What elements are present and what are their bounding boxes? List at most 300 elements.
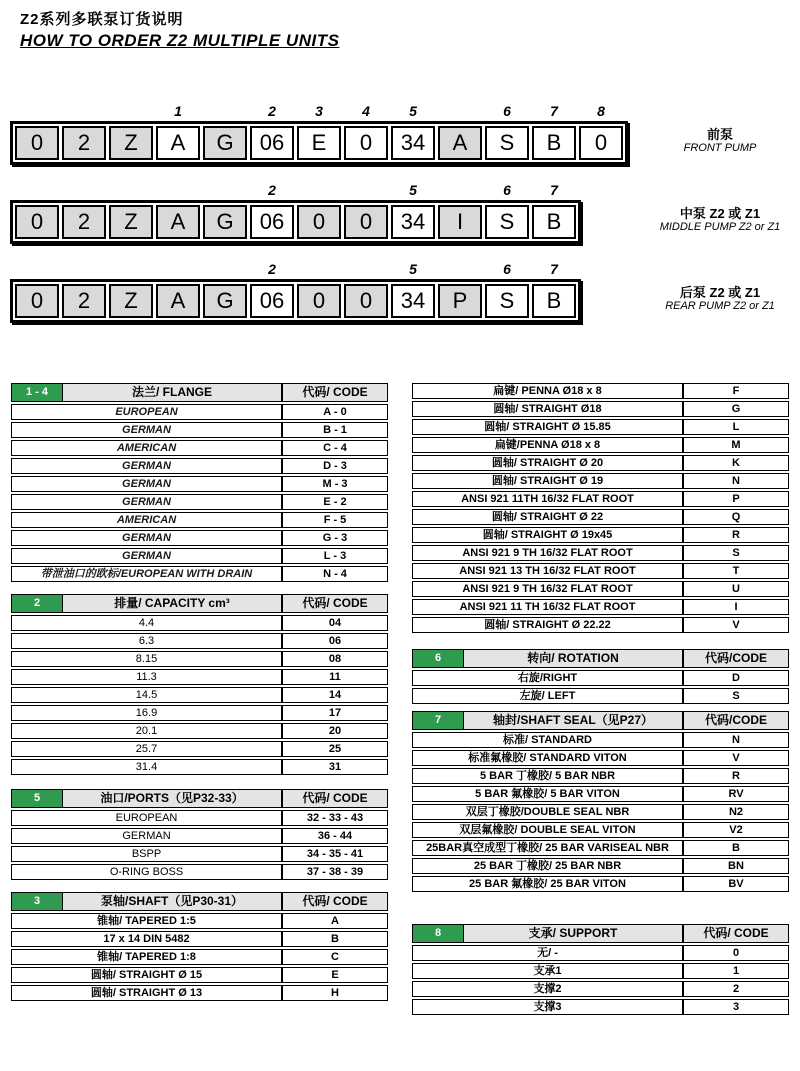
- table-row: [11, 931, 388, 947]
- row-code: A: [282, 913, 388, 929]
- row-name: 4.4: [11, 615, 282, 631]
- position-numbers-row: [10, 261, 800, 279]
- table-row: [412, 383, 789, 399]
- table-row: [412, 509, 789, 525]
- position-number: [203, 103, 247, 121]
- code-cell: Z: [109, 205, 153, 239]
- position-numbers-row: [10, 103, 800, 121]
- row-name: GERMAN: [11, 458, 282, 474]
- code-cell: 2: [62, 284, 106, 318]
- row-code: A - 0: [282, 404, 388, 420]
- row-code: F - 5: [282, 512, 388, 528]
- position-number: [62, 103, 106, 121]
- row-name: 标准氟橡胶/ STANDARD VITON: [412, 750, 683, 766]
- table-row: [11, 949, 388, 965]
- table-row: [412, 563, 789, 579]
- row-name: 31.4: [11, 759, 282, 775]
- row-name: 圆轴/ STRAIGHT Ø 13: [11, 985, 282, 1001]
- support-table: [412, 924, 789, 1015]
- code-cell: G: [203, 126, 247, 160]
- row-code: T: [683, 563, 789, 579]
- code-cell: A: [156, 284, 200, 318]
- row-name: 17 x 14 DIN 5482: [11, 931, 282, 947]
- row-name: 6.3: [11, 633, 282, 649]
- code-cell: 06: [250, 284, 294, 318]
- shaft-seal-table: [412, 711, 789, 892]
- position-number: [344, 182, 388, 200]
- pump-label-zh: 前泵: [706, 127, 733, 142]
- row-code: S: [683, 688, 789, 704]
- row-code: 17: [282, 705, 388, 721]
- table-row: [11, 476, 388, 492]
- row-code: 3: [683, 999, 789, 1015]
- code-cell: Z: [109, 284, 153, 318]
- table-row: [412, 599, 789, 615]
- table-header: [11, 383, 388, 402]
- row-name: 双层丁橡胶/DOUBLE SEAL NBR: [412, 804, 683, 820]
- row-code: R: [683, 768, 789, 784]
- code-cell: A: [156, 126, 200, 160]
- table-badge: 2: [11, 594, 63, 613]
- code-column-header: 代码/ CODE: [282, 789, 388, 808]
- position-number: 7: [550, 261, 558, 277]
- row-name: 5 BAR 氟橡胶/ 5 BAR VITON: [412, 786, 683, 802]
- table-row: [412, 963, 789, 979]
- row-code: V: [683, 750, 789, 766]
- row-name: 圆轴/ STRAIGHT Ø 22: [412, 509, 683, 525]
- table-row: [412, 670, 789, 686]
- row-code: D - 3: [282, 458, 388, 474]
- table-row: [412, 473, 789, 489]
- row-name: 圆轴/ STRAIGHT Ø 20: [412, 455, 683, 471]
- row-code: F: [683, 383, 789, 399]
- table-header: [412, 924, 789, 943]
- row-name: 扁键/ PENNA Ø18 x 8: [412, 383, 683, 399]
- code-cell: 34: [391, 284, 435, 318]
- row-name: 支撑3: [412, 999, 683, 1015]
- table-row: [412, 545, 789, 561]
- row-name: GERMAN: [11, 494, 282, 510]
- row-name: 无/ -: [412, 945, 683, 961]
- row-name: 圆轴/ STRAIGHT Ø18: [412, 401, 683, 417]
- position-number: 2: [268, 182, 276, 198]
- position-number: 6: [503, 261, 511, 277]
- position-number: [203, 182, 247, 200]
- table-row: [11, 440, 388, 456]
- row-name: 带泄油口的欧标/EUROPEAN WITH DRAIN: [11, 566, 282, 582]
- table-row: [412, 732, 789, 748]
- row-code: B: [282, 931, 388, 947]
- row-name: 支承1: [412, 963, 683, 979]
- pump-label-zh: 中泵 Z2 或 Z1: [679, 206, 761, 221]
- pump-label: [645, 285, 795, 313]
- pump-label: [645, 127, 795, 155]
- right-column: [412, 383, 789, 1027]
- row-code: L - 3: [282, 548, 388, 564]
- table-header: [11, 892, 388, 911]
- left-column: [11, 383, 388, 1027]
- pump-label: [645, 206, 795, 234]
- row-name: 20.1: [11, 723, 282, 739]
- code-column-header: 代码/CODE: [683, 711, 789, 730]
- order-code-box: [10, 121, 628, 165]
- pump-label-zh: 后泵 Z2 或 Z1: [679, 285, 761, 300]
- table-row: [412, 455, 789, 471]
- code-cell: A: [438, 126, 482, 160]
- flange-table: [11, 383, 388, 582]
- row-name: AMERICAN: [11, 512, 282, 528]
- row-name: GERMAN: [11, 828, 282, 844]
- code-column-header: 代码/CODE: [683, 649, 789, 668]
- row-code: RV: [683, 786, 789, 802]
- row-name: O-RING BOSS: [11, 864, 282, 880]
- table-title: 油口/PORTS（见P32-33）: [63, 789, 282, 808]
- code-cell: 0: [344, 284, 388, 318]
- table-title: 法兰/ FLANGE: [63, 383, 282, 402]
- table-title: 排量/ CAPACITY cm³: [63, 594, 282, 613]
- code-cell: B: [532, 284, 576, 318]
- row-code: B: [683, 840, 789, 856]
- code-cell: G: [203, 205, 247, 239]
- table-row: [412, 999, 789, 1015]
- row-code: 11: [282, 669, 388, 685]
- table-badge: 1 - 4: [11, 383, 63, 402]
- position-number: [62, 261, 106, 279]
- row-code: C - 4: [282, 440, 388, 456]
- code-cell: 0: [15, 205, 59, 239]
- row-code: 0: [683, 945, 789, 961]
- position-number: 1: [174, 103, 182, 119]
- table-header: [11, 789, 388, 808]
- table-row: [11, 967, 388, 983]
- table-badge: 5: [11, 789, 63, 808]
- row-code: N2: [683, 804, 789, 820]
- row-name: GERMAN: [11, 476, 282, 492]
- row-name: ANSI 921 9 TH 16/32 FLAT ROOT: [412, 545, 683, 561]
- row-code: U: [683, 581, 789, 597]
- position-number: 5: [409, 103, 417, 119]
- row-name: 圆轴/ STRAIGHT Ø 19: [412, 473, 683, 489]
- table-badge: 8: [412, 924, 464, 943]
- row-name: ANSI 921 11TH 16/32 FLAT ROOT: [412, 491, 683, 507]
- table-row: [11, 741, 388, 757]
- row-name: 圆轴/ STRAIGHT Ø 15: [11, 967, 282, 983]
- table-row: [11, 404, 388, 420]
- table-badge: 3: [11, 892, 63, 911]
- row-code: Q: [683, 509, 789, 525]
- position-number: [344, 261, 388, 279]
- code-column-header: 代码/ CODE: [683, 924, 789, 943]
- table-title: 支承/ SUPPORT: [464, 924, 683, 943]
- code-cell: P: [438, 284, 482, 318]
- code-cell: 0: [15, 126, 59, 160]
- code-cell: A: [156, 205, 200, 239]
- table-row: [412, 581, 789, 597]
- code-cell: B: [532, 205, 576, 239]
- table-row: [11, 422, 388, 438]
- position-number: 3: [315, 103, 323, 119]
- code-cell: 0: [15, 284, 59, 318]
- row-name: 25 BAR 丁橡胶/ 25 BAR NBR: [412, 858, 683, 874]
- code-cell: 34: [391, 126, 435, 160]
- table-row: [11, 633, 388, 649]
- table-row: [412, 768, 789, 784]
- position-number: [109, 182, 153, 200]
- position-number: 5: [409, 182, 417, 198]
- row-code: 1: [683, 963, 789, 979]
- row-name: 8.15: [11, 651, 282, 667]
- table-row: [412, 804, 789, 820]
- position-number: [297, 261, 341, 279]
- row-name: 左旋/ LEFT: [412, 688, 683, 704]
- row-code: G - 3: [282, 530, 388, 546]
- row-code: E - 2: [282, 494, 388, 510]
- table-row: [11, 705, 388, 721]
- code-column-header: 代码/ CODE: [282, 594, 388, 613]
- position-number: 2: [268, 261, 276, 277]
- row-code: N: [683, 732, 789, 748]
- position-number: [109, 103, 153, 121]
- position-number: 6: [503, 103, 511, 119]
- table-row: [412, 401, 789, 417]
- position-number: [156, 182, 200, 200]
- position-number: 4: [362, 103, 370, 119]
- row-code: E: [282, 967, 388, 983]
- code-cell: 06: [250, 205, 294, 239]
- order-code-box: [10, 200, 581, 244]
- code-tables-section: [0, 383, 800, 1027]
- row-name: 25BAR真空成型丁橡胶/ 25 BAR VARISEAL NBR: [412, 840, 683, 856]
- code-cell: 0: [297, 284, 341, 318]
- row-code: P: [683, 491, 789, 507]
- code-cell: S: [485, 126, 529, 160]
- row-name: 圆轴/ STRAIGHT Ø 19x45: [412, 527, 683, 543]
- rotation-table: [412, 649, 789, 704]
- table-row: [11, 846, 388, 862]
- row-code: N - 4: [282, 566, 388, 582]
- position-number: [15, 182, 59, 200]
- table-row: [11, 687, 388, 703]
- table-row: [11, 669, 388, 685]
- table-badge: 7: [412, 711, 464, 730]
- position-number: 2: [268, 103, 276, 119]
- table-row: [412, 840, 789, 856]
- table-row: [11, 723, 388, 739]
- table-badge: 6: [412, 649, 464, 668]
- position-number: [109, 261, 153, 279]
- row-name: EUROPEAN: [11, 810, 282, 826]
- code-cell: G: [203, 284, 247, 318]
- row-code: 14: [282, 687, 388, 703]
- row-code: 08: [282, 651, 388, 667]
- row-name: GERMAN: [11, 530, 282, 546]
- row-code: 2: [683, 981, 789, 997]
- table-row: [412, 617, 789, 633]
- table-row: [11, 759, 388, 775]
- code-cell: 0: [344, 126, 388, 160]
- row-name: ANSI 921 11 TH 16/32 FLAT ROOT: [412, 599, 683, 615]
- table-row: [11, 828, 388, 844]
- row-name: 扁键/PENNA Ø18 x 8: [412, 437, 683, 453]
- row-name: ANSI 921 13 TH 16/32 FLAT ROOT: [412, 563, 683, 579]
- position-number: [15, 261, 59, 279]
- page-title-zh: Z2系列多联泵订货说明: [20, 11, 184, 28]
- row-name: 锥轴/ TAPERED 1:5: [11, 913, 282, 929]
- code-cell: S: [485, 284, 529, 318]
- row-name: EUROPEAN: [11, 404, 282, 420]
- row-code: 04: [282, 615, 388, 631]
- table-header: [11, 594, 388, 613]
- code-column-header: 代码/ CODE: [282, 892, 388, 911]
- pump-label-en: FRONT PUMP: [683, 142, 757, 154]
- row-name: AMERICAN: [11, 440, 282, 456]
- row-code: G: [683, 401, 789, 417]
- position-number: [297, 182, 341, 200]
- code-cell: 34: [391, 205, 435, 239]
- row-name: 右旋/RIGHT: [412, 670, 683, 686]
- page-header: [0, 0, 800, 51]
- position-number: [438, 103, 482, 121]
- row-name: 11.3: [11, 669, 282, 685]
- order-code-row: [0, 103, 800, 167]
- order-code-row: [0, 261, 800, 325]
- row-code: 32 - 33 - 43: [282, 810, 388, 826]
- table-row: [11, 810, 388, 826]
- row-code: L: [683, 419, 789, 435]
- position-number: [438, 182, 482, 200]
- table-row: [11, 651, 388, 667]
- table-header: [412, 649, 789, 668]
- table-row: [412, 981, 789, 997]
- code-cell: B: [532, 126, 576, 160]
- row-name: 锥轴/ TAPERED 1:8: [11, 949, 282, 965]
- position-number: 8: [597, 103, 605, 119]
- row-name: GERMAN: [11, 548, 282, 564]
- code-cell: Z: [109, 126, 153, 160]
- row-code: 25: [282, 741, 388, 757]
- table-row: [412, 822, 789, 838]
- table-row: [412, 491, 789, 507]
- code-cell: 06: [250, 126, 294, 160]
- position-number: [156, 261, 200, 279]
- row-code: BV: [683, 876, 789, 892]
- position-number: [62, 182, 106, 200]
- row-name: 标准/ STANDARD: [412, 732, 683, 748]
- table-row: [412, 786, 789, 802]
- row-code: V2: [683, 822, 789, 838]
- code-cell: 0: [344, 205, 388, 239]
- code-cell: 2: [62, 126, 106, 160]
- row-name: 16.9: [11, 705, 282, 721]
- table-row: [11, 512, 388, 528]
- row-code: D: [683, 670, 789, 686]
- row-code: 06: [282, 633, 388, 649]
- table-row: [11, 566, 388, 582]
- row-name: ANSI 921 9 TH 16/32 FLAT ROOT: [412, 581, 683, 597]
- row-code: B - 1: [282, 422, 388, 438]
- table-row: [412, 437, 789, 453]
- position-number: [203, 261, 247, 279]
- row-code: I: [683, 599, 789, 615]
- row-code: 37 - 38 - 39: [282, 864, 388, 880]
- table-row: [11, 458, 388, 474]
- position-number: [438, 261, 482, 279]
- row-name: 14.5: [11, 687, 282, 703]
- shaft-table: [11, 892, 388, 1001]
- row-name: GERMAN: [11, 422, 282, 438]
- row-name: BSPP: [11, 846, 282, 862]
- row-name: 圆轴/ STRAIGHT Ø 22.22: [412, 617, 683, 633]
- row-name: 25.7: [11, 741, 282, 757]
- row-name: 25 BAR 氟橡胶/ 25 BAR VITON: [412, 876, 683, 892]
- position-number: 6: [503, 182, 511, 198]
- table-row: [412, 419, 789, 435]
- position-number: 7: [550, 182, 558, 198]
- code-cell: 0: [297, 205, 341, 239]
- page-title-en: HOW TO ORDER Z2 MULTIPLE UNITS: [20, 31, 340, 50]
- table-row: [412, 858, 789, 874]
- row-code: S: [683, 545, 789, 561]
- code-cell: 2: [62, 205, 106, 239]
- row-name: 5 BAR 丁橡胶/ 5 BAR NBR: [412, 768, 683, 784]
- table-row: [412, 945, 789, 961]
- shaft-codes-extended-table: [412, 383, 789, 633]
- table-row: [11, 985, 388, 1001]
- order-code-row: [0, 182, 800, 246]
- table-row: [11, 548, 388, 564]
- order-code-section: [0, 103, 800, 325]
- row-code: 36 - 44: [282, 828, 388, 844]
- position-number: [15, 103, 59, 121]
- table-row: [412, 688, 789, 704]
- table-row: [412, 750, 789, 766]
- row-code: H: [282, 985, 388, 1001]
- table-row: [11, 615, 388, 631]
- table-row: [11, 864, 388, 880]
- table-row: [11, 913, 388, 929]
- row-code: V: [683, 617, 789, 633]
- code-cell: 0: [579, 126, 623, 160]
- table-row: [11, 494, 388, 510]
- capacity-table: [11, 594, 388, 775]
- code-cell: I: [438, 205, 482, 239]
- row-name: 圆轴/ STRAIGHT Ø 15.85: [412, 419, 683, 435]
- ports-table: [11, 789, 388, 880]
- row-code: K: [683, 455, 789, 471]
- row-name: 双层氟橡胶/ DOUBLE SEAL VITON: [412, 822, 683, 838]
- pump-label-en: MIDDLE PUMP Z2 or Z1: [659, 221, 781, 233]
- table-row: [11, 530, 388, 546]
- table-title: 泵轴/SHAFT（见P30-31）: [63, 892, 282, 911]
- row-name: 支撑2: [412, 981, 683, 997]
- row-code: BN: [683, 858, 789, 874]
- row-code: N: [683, 473, 789, 489]
- table-title: 转向/ ROTATION: [464, 649, 683, 668]
- order-code-box: [10, 279, 581, 323]
- code-cell: S: [485, 205, 529, 239]
- position-numbers-row: [10, 182, 800, 200]
- pump-label-en: REAR PUMP Z2 or Z1: [665, 300, 775, 312]
- table-header: [412, 711, 789, 730]
- row-code: 31: [282, 759, 388, 775]
- code-cell: E: [297, 126, 341, 160]
- position-number: 5: [409, 261, 417, 277]
- row-code: C: [282, 949, 388, 965]
- row-code: 20: [282, 723, 388, 739]
- row-code: 34 - 35 - 41: [282, 846, 388, 862]
- row-code: M - 3: [282, 476, 388, 492]
- table-row: [412, 527, 789, 543]
